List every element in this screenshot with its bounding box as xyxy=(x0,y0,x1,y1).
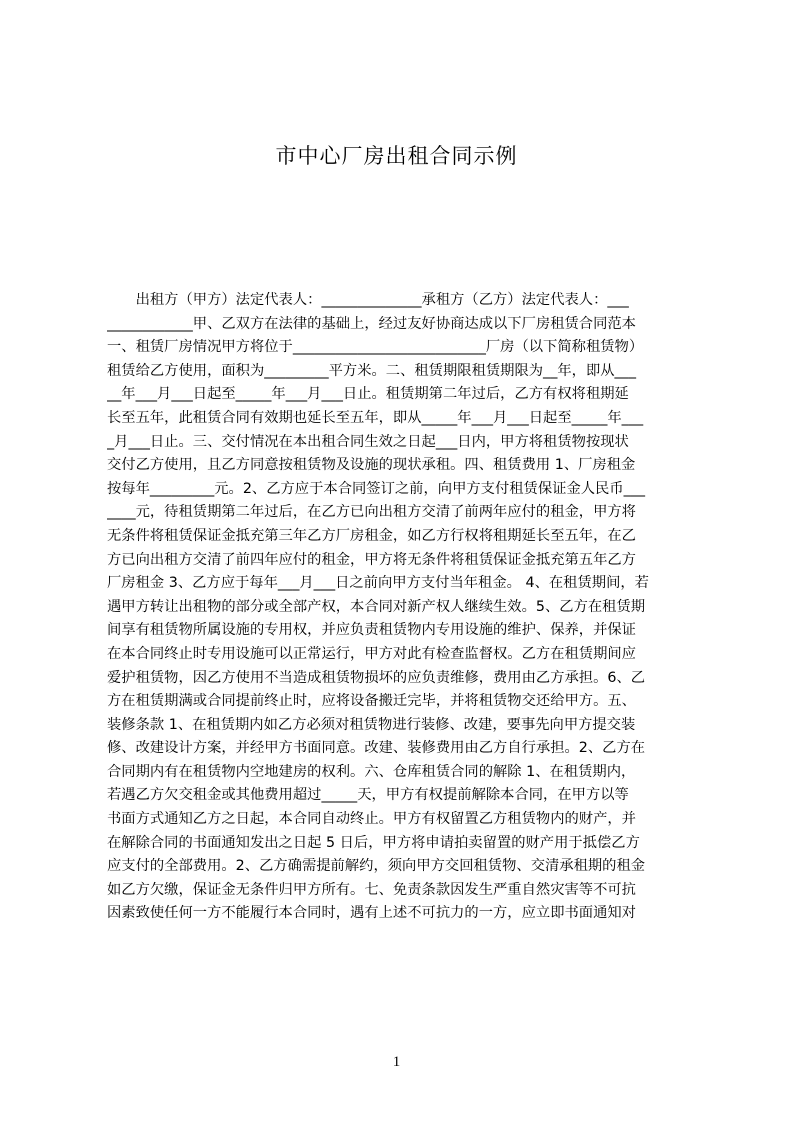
body-line: 租赁给乙方使用，面积为_________平方米。二、租赁期限租赁期限为__年，即从___ xyxy=(107,362,636,379)
body-line: 在本合同终止时专用设施可以正常运行，甲方对此有检查监督权。乙方在租赁期间应 xyxy=(107,645,636,662)
body-line: 长至五年，此租赁合同有效期也延长至五年，即从_____年___月___日起至_____年___ xyxy=(107,409,644,426)
body-line: 若遇乙方欠交租金或其他费用超过_____天，甲方有权提前解除本合同，在甲方以等 xyxy=(107,787,629,804)
body-line: 方已向出租方交清了前四年应付的租金，甲方将无条件将租赁保证金抵充第五年乙方 xyxy=(107,551,636,568)
contract-body xyxy=(107,289,699,926)
page-number: 1 xyxy=(392,1054,401,1070)
body-line: 合同期内有在租赁物内空地建房的权利。六、仓库租赁合同的解除 1、在租赁期内， xyxy=(107,763,636,780)
body-line: 无条件将租赁保证金抵充第三年乙方厂房租金，如乙方行权将租期延长至五年，在乙 xyxy=(107,527,636,544)
body-line: 厂房租金 3、乙方应于每年___月___日之前向甲方支付当年租金。 4、在租赁期间，若 xyxy=(107,575,649,592)
body-line: 修、改建设计方案，并经甲方书面同意。改建、装修费用由乙方自行承担。2、乙方在 xyxy=(107,740,646,757)
body-line: 在解除合同的书面通知发出之日起 5 日后，甲方将申请拍卖留置的财产用于抵偿乙方 xyxy=(107,834,640,851)
document-title: 市中心厂房出租合同示例 xyxy=(275,144,518,168)
body-line: 如乙方欠缴，保证金无条件归甲方所有。七、免责条款因发生严重自然灾害等不可抗 xyxy=(107,881,636,898)
body-line: 应支付的全部费用。2、乙方确需提前解约，须向甲方交回租赁物、交清承租期的租金 xyxy=(107,858,646,875)
body-line: 出租方（甲方）法定代表人：______________承租方（乙方）法定代表人：___ xyxy=(107,292,629,308)
body-line: 方在租赁期满或合同提前终止时，应将设备搬迁完毕，并将租赁物交还给甲方。五、 xyxy=(107,693,636,710)
body-line: _月___日止。三、交付情况在本出租合同生效之日起___日内，甲方将租赁物按现状 xyxy=(107,433,629,450)
body-line: __年___月___日起至_____年___月___日止。租赁期第二年过后，乙方有权将租期延 xyxy=(107,386,629,403)
body-line: ____元，待租赁期第二年过后，在乙方已向出租方交清了前两年应付的租金，甲方将 xyxy=(107,504,636,521)
body-line: 按每年_________元。2、乙方应于本合同签订之前，向甲方支付租赁保证金人民币___ xyxy=(107,480,646,497)
body-line: 书面方式通知乙方之日起，本合同自动终止。甲方有权留置乙方租赁物内的财产，并 xyxy=(107,811,636,828)
body-line: ____________甲、乙双方在法律的基础上，经过友好协商达成以下厂房租赁合同范本 xyxy=(107,315,636,332)
body-line: 间享有租赁物所属设施的专用权，并应负责租赁物内专用设施的维护、保养，并保证 xyxy=(107,622,636,639)
body-line: 交付乙方使用，且乙方同意按租赁物及设施的现状承租。四、租赁费用 1、厂房租金 xyxy=(107,457,636,474)
body-line: 因素致使任何一方不能履行本合同时，遇有上述不可抗力的一方，应立即书面通知对 xyxy=(107,905,636,922)
body-line: 爱护租赁物，因乙方使用不当造成租赁物损坏的应负责维修，费用由乙方承担。6、乙 xyxy=(107,669,646,686)
body-line: 一、租赁厂房情况甲方将位于___________________________厂房（以下简称租赁物） xyxy=(107,339,644,356)
body-line: 遇甲方转让出租物的部分或全部产权，本合同对新产权人继续生效。5、乙方在租赁期 xyxy=(107,598,646,615)
body-line: 装修条款 1、在租赁期内如乙方必须对租赁物进行装修、改建，要事先向甲方提交装 xyxy=(107,716,636,733)
